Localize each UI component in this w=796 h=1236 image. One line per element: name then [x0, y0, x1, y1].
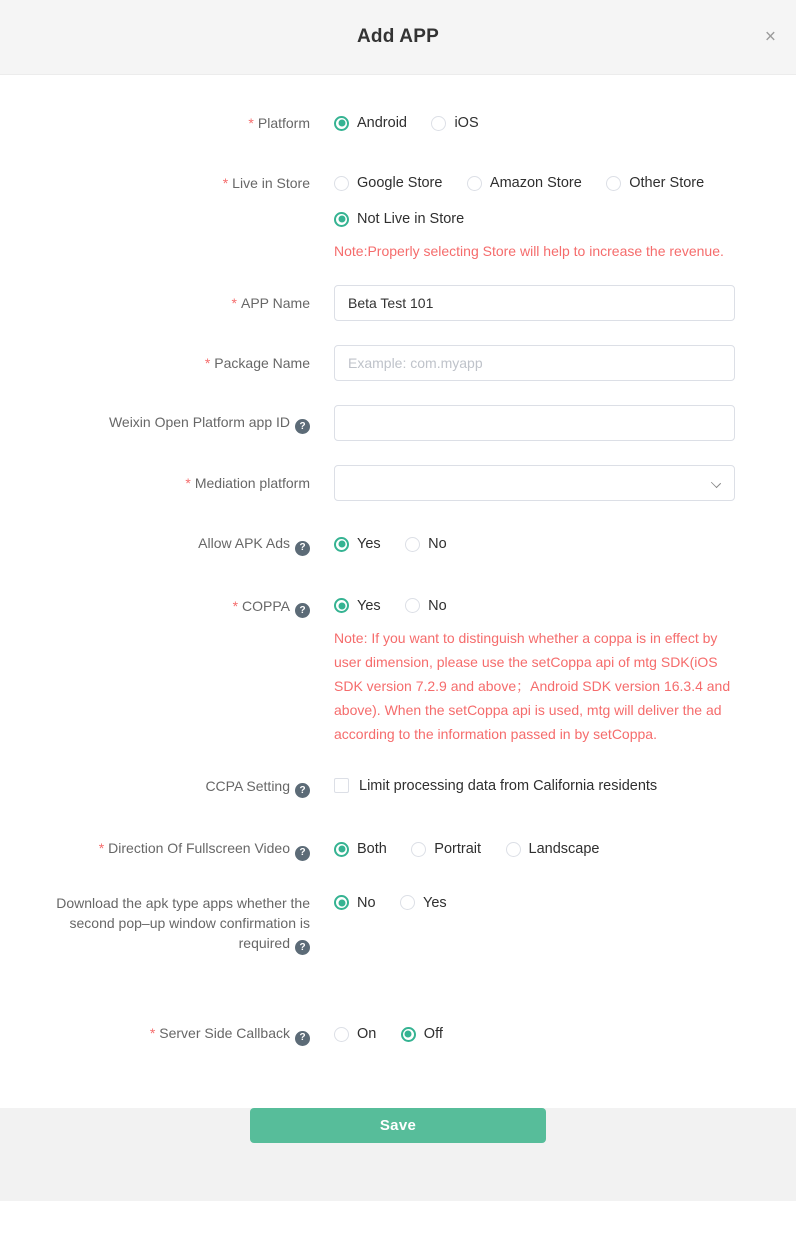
help-icon[interactable]: ?	[295, 1031, 310, 1046]
radio-checked-icon	[334, 842, 349, 857]
radio-apk-ads-no[interactable]: No	[405, 534, 447, 554]
help-icon[interactable]: ?	[295, 783, 310, 798]
radio-coppa-yes[interactable]: Yes	[334, 596, 381, 616]
required-asterisk: *	[149, 1025, 156, 1041]
add-app-form	[0, 75, 796, 1046]
required-asterisk: *	[222, 175, 229, 191]
radio-unchecked-icon	[467, 176, 482, 191]
dialog-title: Add APP	[357, 26, 439, 47]
coppa-note: Note: If you want to distinguish whether a coppa is in effect by user dimension, please use the setCoppa api of mtg SDK(iOS SDK version 7.2.9 and above；Android SDK version 16.3.4 and above). When the setCoppa api is used, mtg will deliver the ad according to the information passed in by setCoppa.	[334, 629, 731, 742]
radio-other-store[interactable]: Other Store	[606, 173, 704, 193]
dialog-footer	[0, 1108, 796, 1201]
radio-amazon-store[interactable]: Amazon Store	[467, 173, 582, 193]
ccpa-checkbox[interactable]: Limit processing data from California residents	[334, 776, 657, 796]
mediation-platform-select[interactable]	[334, 465, 735, 501]
weixin-app-id-input[interactable]	[334, 405, 735, 441]
required-asterisk: *	[185, 475, 191, 491]
live-in-store-note: Note:Properly selecting Store will help to increase the revenue.	[334, 243, 724, 259]
allow-apk-ads-label: Allow APK Ads ?	[0, 533, 310, 556]
weixin-app-id-row	[0, 405, 735, 441]
radio-unchecked-icon	[606, 176, 621, 191]
radio-direction-landscape[interactable]: Landscape	[506, 839, 600, 859]
radio-checked-icon	[334, 212, 349, 227]
help-icon[interactable]: ?	[295, 541, 310, 556]
help-icon[interactable]: ?	[295, 846, 310, 861]
help-icon[interactable]: ?	[295, 603, 310, 618]
store-options-row2	[334, 209, 735, 229]
help-icon[interactable]: ?	[295, 419, 310, 434]
platform-row	[0, 113, 735, 133]
coppa-options	[334, 596, 735, 616]
radio-download-confirm-yes[interactable]: Yes	[400, 893, 447, 913]
radio-unchecked-icon	[405, 537, 420, 552]
help-icon[interactable]: ?	[295, 940, 310, 955]
radio-checked-icon	[334, 116, 349, 131]
server-side-callback-label: * Server Side Callback ?	[0, 1023, 310, 1046]
radio-checked-icon	[334, 537, 349, 552]
radio-platform-android[interactable]: Android	[334, 113, 407, 133]
fullscreen-video-direction-row	[0, 838, 735, 861]
store-options-row1	[334, 173, 735, 193]
checkbox-unchecked-icon	[334, 778, 349, 793]
required-asterisk: *	[204, 355, 211, 371]
radio-unchecked-icon	[405, 598, 420, 613]
radio-direction-both[interactable]: Both	[334, 839, 387, 859]
radio-apk-ads-yes[interactable]: Yes	[334, 534, 381, 554]
coppa-row	[0, 596, 735, 746]
live-in-store-row	[0, 173, 735, 263]
package-name-row	[0, 345, 735, 381]
radio-download-confirm-no[interactable]: No	[334, 893, 376, 913]
app-name-input[interactable]	[334, 285, 735, 321]
fullscreen-video-direction-label: * Direction Of Fullscreen Video ?	[0, 838, 310, 861]
platform-label: * Platform	[248, 115, 310, 131]
save-button[interactable]: Save	[250, 1108, 546, 1143]
radio-not-live-in-store[interactable]: Not Live in Store	[334, 209, 464, 229]
mediation-platform-label: * Mediation platform	[185, 475, 310, 491]
download-apk-confirm-row	[0, 893, 735, 956]
radio-callback-off[interactable]: Off	[401, 1024, 443, 1044]
radio-checked-icon	[334, 598, 349, 613]
radio-unchecked-icon	[431, 116, 446, 131]
required-asterisk: *	[98, 840, 105, 856]
mediation-platform-row	[0, 465, 735, 501]
app-name-row	[0, 285, 735, 321]
radio-unchecked-icon	[400, 895, 415, 910]
package-name-input[interactable]	[334, 345, 735, 381]
required-asterisk: *	[231, 295, 237, 311]
allow-apk-ads-row	[0, 533, 735, 556]
server-side-callback-row	[0, 1023, 735, 1046]
close-icon[interactable]: ×	[764, 26, 776, 48]
required-asterisk: *	[232, 597, 239, 614]
radio-callback-on[interactable]: On	[334, 1024, 376, 1044]
radio-unchecked-icon	[506, 842, 521, 857]
app-name-label: * APP Name	[231, 295, 310, 311]
radio-unchecked-icon	[334, 176, 349, 191]
radio-unchecked-icon	[334, 1027, 349, 1042]
download-apk-confirm-label: Download the apk type apps whether the second pop–up window confirmation is required ?	[0, 893, 310, 956]
weixin-app-id-label: Weixin Open Platform app ID ?	[0, 412, 310, 435]
ccpa-label: CCPA Setting ?	[0, 776, 310, 799]
radio-platform-ios[interactable]: iOS	[431, 113, 478, 133]
radio-coppa-no[interactable]: No	[405, 596, 447, 616]
dialog-header	[0, 0, 796, 75]
radio-direction-portrait[interactable]: Portrait	[411, 839, 481, 859]
coppa-label: * COPPA ?	[0, 596, 310, 619]
radio-unchecked-icon	[411, 842, 426, 857]
radio-checked-icon	[401, 1027, 416, 1042]
radio-checked-icon	[334, 895, 349, 910]
live-in-store-label: * Live in Store	[222, 175, 310, 191]
ccpa-row	[0, 776, 735, 799]
required-asterisk: *	[248, 115, 254, 131]
package-name-label: * Package Name	[204, 355, 310, 371]
chevron-down-icon	[711, 478, 721, 488]
radio-google-store[interactable]: Google Store	[334, 173, 442, 193]
